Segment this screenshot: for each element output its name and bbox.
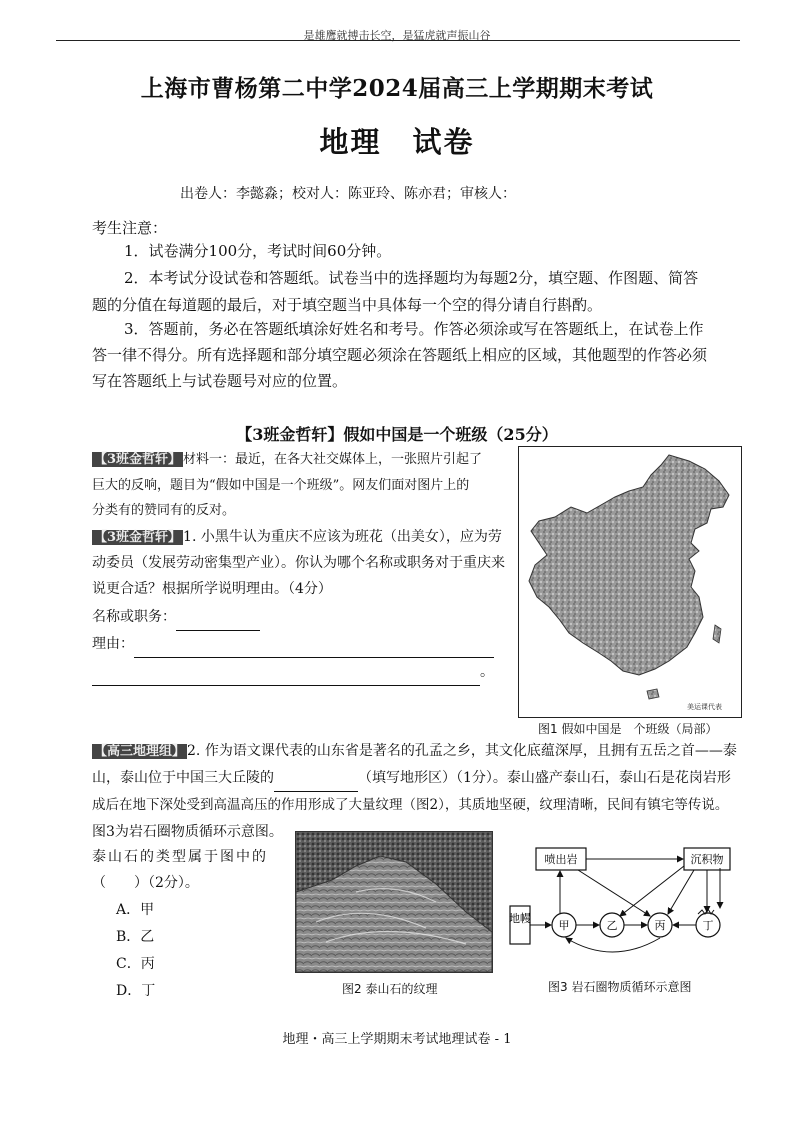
q2-line-1: 【高三地理组】 2. 作为语文课代表的山东省是著名的孔孟之乡，其文化底蕴深厚，且拥有五岳之首——泰	[94, 743, 737, 759]
q2-option-b[interactable]: B．乙	[116, 929, 155, 945]
figure3-scribble	[698, 909, 714, 914]
material-line-3: 分类有的赞同有的反对。	[92, 503, 236, 518]
node-bing-label: 丙	[654, 919, 666, 932]
q1-tag: 【3班金哲轩】	[94, 530, 182, 545]
section-title: 【3班金哲轩】假如中国是一个班级（25分）	[236, 425, 558, 444]
q2-line-3: 成后在地下深处受到高温高压的作用形成了大量纹理（图2），其质地坚硬，纹理清晰，民间有镇宅等传说。	[92, 797, 729, 813]
notice-item-1: 1．试卷满分100分，考试时间60分钟。	[124, 242, 392, 260]
material-line-2: 巨大的反响，题目为“假如中国是一个班级”。网友们面对图片上的	[92, 478, 470, 493]
q2-stem-2: （ ）（2分）。	[92, 875, 199, 891]
material-block	[92, 447, 512, 472]
header-motto: 是雄鹰就搏击长空，是猛虎就声振山谷	[303, 29, 491, 42]
q1-reason-blank[interactable]	[134, 657, 494, 658]
notice-item-2: 2．本考试分设试卷和答题纸。试卷当中的选择题均为每题2分，填空题、作图题、简答	[124, 269, 699, 287]
q1-name-row: 名称或职务：	[92, 604, 260, 631]
notice-item-3-cont2: 写在答题纸上与试卷题号对应的位置。	[92, 372, 348, 390]
figure3-diagram	[508, 838, 736, 972]
figure2-photo	[295, 831, 493, 973]
taishan-stone-image	[296, 832, 492, 972]
notice-heading: 考生注意：	[92, 219, 168, 237]
node-ding-label: 丁	[702, 919, 714, 932]
header-rule	[56, 40, 740, 41]
q2-option-a[interactable]: A．甲	[116, 902, 155, 918]
notice-item-2-cont: 题的分值在每道题的最后，对于填空题当中具体每一个空的得分请自行斟酌。	[92, 296, 603, 314]
node-yi-label: 乙	[606, 919, 618, 932]
q2-option-c[interactable]: C．丙	[116, 956, 155, 972]
q1-reason-row: 理由：	[92, 631, 494, 658]
q1-line-1: 【3班金哲轩】 1. 小黑牛认为重庆不应该为班花（出美女），应为劳	[94, 529, 502, 545]
figure3-caption: 图3 岩石圈物质循环示意图	[548, 980, 692, 994]
china-map-image	[519, 447, 741, 717]
q2-line-4: 图3为岩石圈物质循环示意图。	[92, 824, 283, 840]
material-line-1: 材料一：最近，在各大社交媒体上，一张照片引起了	[183, 452, 483, 467]
q2-stem-1: 泰山石的类型属于图中的	[92, 849, 268, 865]
notice-item-3-cont: 答一律不得分。所有选择题和部分填空题必须涂在答题纸上相应的区域，其他题型的作答必须	[92, 346, 708, 364]
q2-tag: 【高三地理组】	[94, 744, 186, 759]
rock-cycle-svg	[508, 838, 736, 972]
taiwan-shape	[713, 625, 721, 643]
figure1-map	[518, 446, 742, 718]
material-tag: 【3班金哲轩】	[94, 452, 182, 467]
notice-item-3: 3．答题前，务必在答题纸填涂好姓名和考号。作答必须涂或写在答题纸上，在试卷上作	[124, 320, 704, 338]
node-jia-label: 甲	[558, 919, 570, 932]
node-eruptive-label: 喷出岩	[544, 853, 578, 866]
q2-option-d[interactable]: D．丁	[116, 983, 156, 999]
map-credit: 美运课代表	[687, 703, 722, 711]
q1-line-2: 动委员（发展劳动密集型产业）。你认为哪个名称或职务对于重庆来	[92, 555, 505, 571]
china-outline-shape	[529, 455, 729, 675]
q1-line-3: 说更合适？根据所学说明理由。（4分）	[92, 581, 332, 597]
hainan-shape	[647, 689, 659, 699]
q2-line-2: 山，泰山位于中国三大丘陵的 （填写地形区）（1分）。泰山盛产泰山石，泰山石是花岗岩形	[92, 765, 731, 792]
figure2-caption: 图2 泰山石的纹理	[342, 982, 438, 996]
q1-reason-blank-2[interactable]	[92, 685, 480, 686]
q1-reason-row-2: 。	[92, 659, 494, 686]
page-footer: 地理・高三上学期期末考试地理试卷 - 1	[282, 1032, 512, 1047]
exam-authors: 出卷人：李懿淼；校对人：陈亚玲、陈亦君；审核人：	[180, 186, 516, 202]
exam-title: 上海市曹杨第二中学2024届高三上学期期末考试	[140, 75, 654, 102]
figure1-caption: 图1 假如中国是 个班级（局部）	[538, 722, 718, 736]
exam-subject: 地理 试卷	[319, 125, 475, 159]
node-sediment-label: 沉积物	[690, 853, 724, 866]
node-magma-label: 地幔	[509, 912, 531, 925]
